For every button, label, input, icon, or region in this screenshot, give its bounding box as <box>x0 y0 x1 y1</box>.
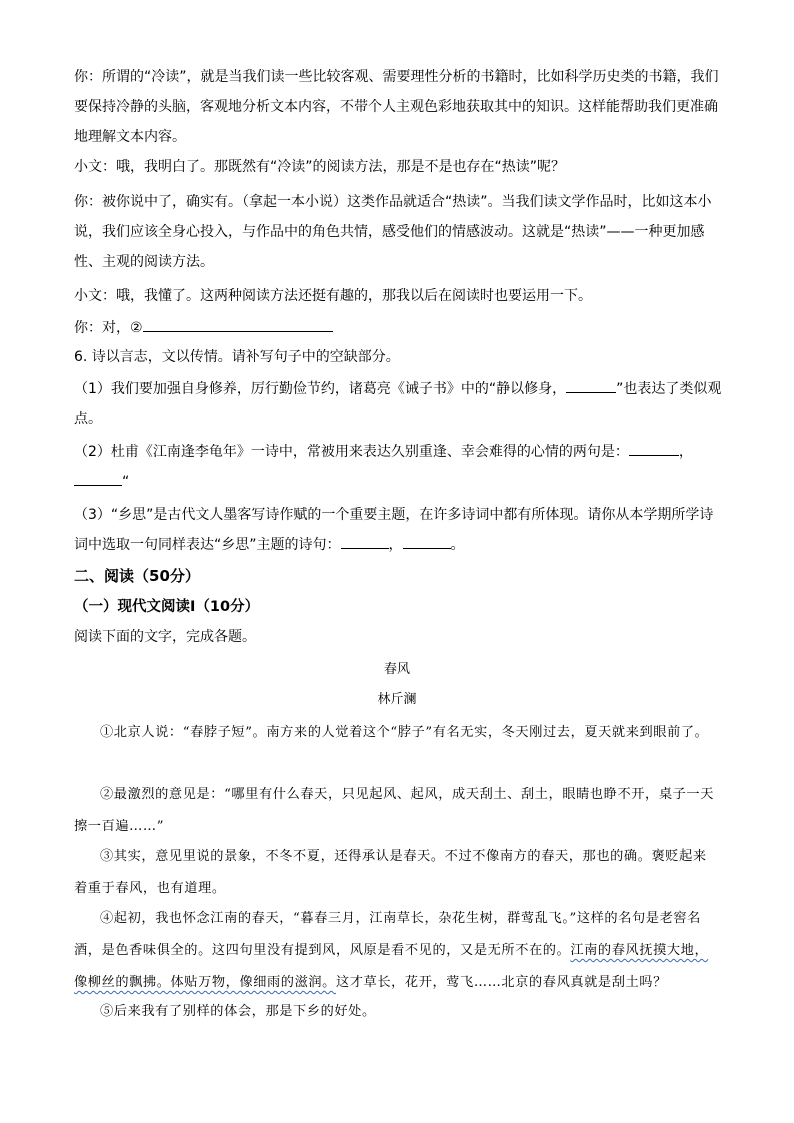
article-paragraph-2: ②最激烈的意见是：“哪里有什么春天，只见起风、起风，成天刮土、刮土，眼睛也睁不开，桌子一天擦一百遍……” <box>74 787 714 834</box>
answer-blank[interactable] <box>143 315 333 332</box>
question-6-stem: 6. 诗以言志，文以传情。请补写句子中的空缺部分。 <box>74 349 400 365</box>
sub-1-text-b: ”也表达了类似观点。 <box>74 381 722 427</box>
answer-blank[interactable] <box>629 439 679 456</box>
subsection-heading: （一）现代文阅读Ⅰ（10分） <box>74 599 260 615</box>
answer-blank[interactable] <box>74 469 122 486</box>
article-title: 春风 <box>383 662 410 677</box>
reading-instruction: 阅读下面的文字，完成各题。 <box>74 629 256 645</box>
article-paragraph-5: ⑤后来我有了别样的体会，那是下乡的好处。 <box>100 1004 376 1019</box>
sub-2-comma: ， <box>678 444 693 460</box>
dialogue-paragraph-4: 小文：哦，我懂了。这两种阅读方法还挺有趣的，那我以后在阅读时也要运用一下。 <box>74 288 592 304</box>
sub-3-comma: ， <box>388 537 403 553</box>
question-6-sub-2 <box>74 437 724 497</box>
answer-blank[interactable] <box>341 532 389 549</box>
article-author: 林斤澜 <box>377 692 417 707</box>
sub-3-label: （3） <box>74 507 111 523</box>
question-6-sub-1 <box>74 374 724 434</box>
sub-3-period: 。 <box>450 537 465 553</box>
article-paragraph-1: ①北京人说：“春脖子短”。南方来的人觉着这个“脖子”有名无实，冬天刚过去，夏天就来到眼前了。 <box>100 725 709 740</box>
question-6-sub-3 <box>74 500 724 560</box>
sub-2-text-a: （2）杜甫《江南逢李龟年》一诗中，常被用来表达久别重逢、幸会难得的心情的两句是： <box>74 444 629 460</box>
article-paragraph-4 <box>74 903 720 999</box>
dialogue-paragraph-3: 你：被你说中了，确实有。（拿起一本小说）这类作品就适合“热读”。当我们读文学作品时，比如这本小说，我们应该全身心投入，与作品中的角色共情，感受他们的情感波动。这就是“热读”——一种更加感性、主观的阅读方法。 <box>74 194 712 270</box>
answer-blank[interactable] <box>403 532 451 549</box>
article-paragraph-3: ③其实，意见里说的景象，不冬不夏，还得承认是春天。不过不像南方的春天，那也的确。褒贬起来着重于春风，也有道理。 <box>74 849 707 896</box>
dialogue-answer-prefix: 你：对，② <box>74 320 143 336</box>
dialogue-paragraph-5 <box>74 313 724 343</box>
sub-1-text-a: （1）我们要加强自身修养，厉行勤俭节约，诸葛亮《诫子书》中的“静以修身， <box>74 381 567 397</box>
sub-3-text: “乡思”是古代文人墨客写诗作赋的一个重要主题，在许多诗词中都有所体现。请你从本学期所学诗词中选取一句同样表达“乡思”主题的诗句： <box>74 507 714 553</box>
dialogue-paragraph-2: 小文：哦，我明白了。那既然有“冷读”的阅读方法，那是不是也存在“热读”呢？ <box>74 159 566 175</box>
sub-2-quote-end: “ <box>122 474 130 490</box>
dialogue-paragraph-1: 你：所谓的“冷读”，就是当我们读一些比较客观、需要理性分析的书籍时，比如科学历史类的书籍，我们要保持冷静的头脑，客观地分析文本内容，不带个人主观色彩地获取其中的知识。这样能帮助我们更准确地理解文本内容。 <box>74 69 719 145</box>
section-heading: 二、阅读（50分） <box>74 567 200 585</box>
para-4-underlined-sentence: 江南的春风抚摸大地，像柳丝的飘拂。体贴万物，像细雨的滋润。 <box>74 943 709 990</box>
answer-blank[interactable] <box>566 376 616 393</box>
para-4-text-a: ④起初，我也怀念江南的春天，“暮春三月，江南草长，杂花生树，群莺乱飞。”这样的名句是老窖名酒，是色香味俱全的。这四句里没有提到风，风原是看不见的，又是无所不在的。 <box>74 911 701 958</box>
para-4-text-b: 这才草长，花开，莺飞……北京的春风真就是刮土吗？ <box>335 975 667 990</box>
